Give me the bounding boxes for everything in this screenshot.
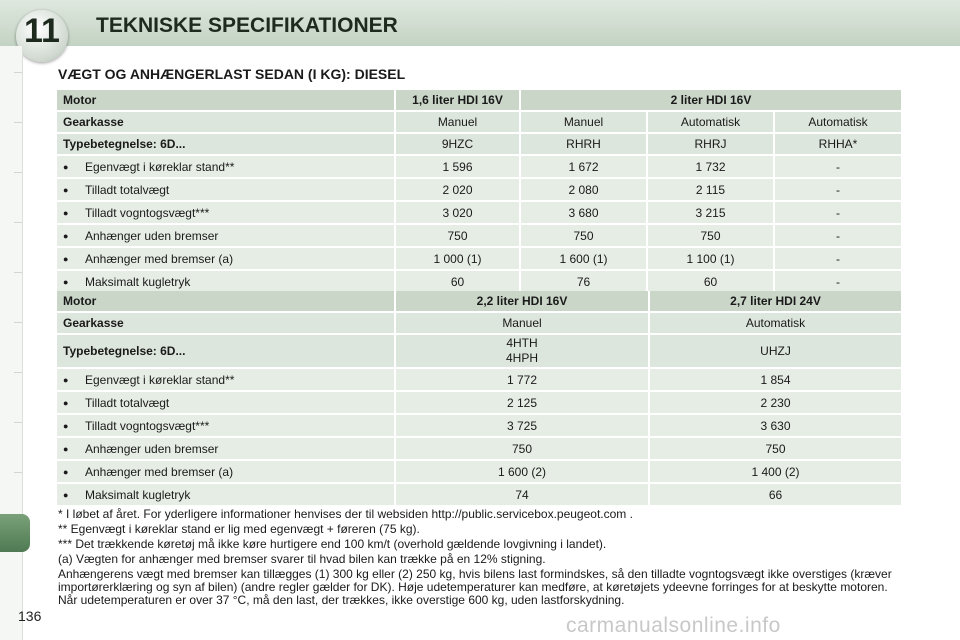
value-cell: 1 600 (2)	[396, 461, 650, 484]
value-cell: -	[775, 225, 903, 248]
type-cell: UHZJ	[650, 335, 903, 369]
rail-tick	[14, 122, 22, 123]
type-value: 4HTH	[506, 336, 538, 350]
rail-tick	[14, 322, 22, 323]
value-cell: 1 854	[650, 369, 903, 392]
footnotes	[58, 508, 906, 609]
engine-cell: 2,7 liter HDI 24V	[650, 291, 903, 313]
data-row	[57, 248, 903, 271]
value-cell: 750	[396, 225, 521, 248]
value-cell: 60	[396, 271, 521, 294]
gearbox-cell: Manuel	[396, 313, 650, 335]
engine-cell: 1,6 liter HDI 16V	[396, 90, 521, 112]
footnote: (a) Vægten for anhænger med bremser svarer til hvad bilen kan trække på en 12% stigning.	[58, 552, 546, 566]
motor-label: Motor	[57, 90, 396, 112]
row-label: ● Anhænger uden bremser	[57, 438, 396, 461]
value-cell: 750	[650, 438, 903, 461]
row-label: ● Anhænger med bremser (a)	[57, 248, 396, 271]
data-row	[57, 202, 903, 225]
data-row	[57, 179, 903, 202]
footnote: ** Egenvægt i køreklar stand er lig med egenvægt + føreren (75 kg).	[58, 522, 420, 536]
data-row	[57, 415, 903, 438]
row-label: ● Tilladt totalvægt	[57, 392, 396, 415]
row-label: ● Egenvægt i køreklar stand**	[57, 369, 396, 392]
gearbox-cell: Automatisk	[775, 112, 903, 134]
value-cell: 3 725	[396, 415, 650, 438]
value-cell: -	[775, 248, 903, 271]
type-cell: RHHA*	[775, 134, 903, 156]
rail-tick	[14, 472, 22, 473]
gearbox-cell: Automatisk	[650, 313, 903, 335]
row-label: ● Maksimalt kugletryk	[57, 271, 396, 294]
value-cell: 60	[648, 271, 775, 294]
type-label: Typebetegnelse: 6D...	[57, 134, 396, 156]
value-cell: 74	[396, 484, 650, 507]
row-label: ● Tilladt totalvægt	[57, 179, 396, 202]
gearkasse-row	[57, 313, 903, 335]
row-label: ● Maksimalt kugletryk	[57, 484, 396, 507]
engine-cell: 2 liter HDI 16V	[521, 90, 903, 112]
value-cell: -	[775, 156, 903, 179]
gearbox-cell: Automatisk	[648, 112, 775, 134]
gearkasse-row	[57, 112, 903, 134]
watermark: carmanualsonline.info	[566, 614, 781, 637]
rail-tick	[14, 72, 22, 73]
motor-row	[57, 291, 903, 313]
spec-table-2	[57, 291, 903, 507]
footnote: *** Det trækkende køretøj må ikke køre hurtigere end 100 km/t (overhold gældende lovgivning i landet).	[58, 537, 607, 551]
page-title: TEKNISKE SPECIFIKATIONER	[96, 14, 398, 37]
row-label: ● Egenvægt i køreklar stand**	[57, 156, 396, 179]
rail-tick	[14, 222, 22, 223]
type-value: 4HPH	[505, 351, 538, 365]
value-cell: -	[775, 271, 903, 294]
value-cell: 1 732	[648, 156, 775, 179]
value-cell: 66	[650, 484, 903, 507]
footnote: Anhængerens vægt med bremser kan tillægges (1) 300 kg eller (2) 250 kg, hvis bilens last formindskes, så den tilladte vogntogsvægt ikke overstiges (kræver importørerklæring og syn af bilen) (andre regler gælder for DK). Høje udetemperaturer kan medføre, at køretøjets ydeevne forringes for at beskytte motoren. Når udetemperaturen er over 37 °C, må den last, der trækkes, ikke overstige 600 kg, uden lastforskydning.	[58, 567, 892, 607]
value-cell: 3 020	[396, 202, 521, 225]
data-row	[57, 369, 903, 392]
row-label: ● Tilladt vogntogsvægt***	[57, 202, 396, 225]
type-cell-multi	[396, 335, 650, 369]
data-row	[57, 484, 903, 507]
value-cell: 2 115	[648, 179, 775, 202]
value-cell: 1 596	[396, 156, 521, 179]
data-row	[57, 225, 903, 248]
data-row	[57, 392, 903, 415]
value-cell: 3 215	[648, 202, 775, 225]
page-number: 136	[18, 608, 42, 624]
section-title: VÆGT OG ANHÆNGERLAST SEDAN (I KG): DIESEL	[58, 66, 406, 82]
value-cell: 1 400 (2)	[650, 461, 903, 484]
rail-tick	[14, 272, 22, 273]
value-cell: 3 680	[521, 202, 648, 225]
type-row	[57, 335, 903, 369]
data-row	[57, 438, 903, 461]
value-cell: 2 230	[650, 392, 903, 415]
spec-table-1	[57, 90, 903, 294]
gearkasse-label: Gearkasse	[57, 313, 396, 335]
value-cell: -	[775, 179, 903, 202]
value-cell: 1 772	[396, 369, 650, 392]
data-row	[57, 156, 903, 179]
value-cell: 1 100 (1)	[648, 248, 775, 271]
row-label: ● Anhænger med bremser (a)	[57, 461, 396, 484]
rail-tick	[14, 172, 22, 173]
footnote: * I løbet af året. For yderligere informationer henvises der til websiden http://public.servicebox.peugeot.com .	[58, 507, 633, 521]
value-cell: 750	[521, 225, 648, 248]
type-row	[57, 134, 903, 156]
gearbox-cell: Manuel	[396, 112, 521, 134]
value-cell: 3 630	[650, 415, 903, 438]
value-cell: 2 020	[396, 179, 521, 202]
type-cell: 9HZC	[396, 134, 521, 156]
chapter-side-tab[interactable]	[0, 514, 30, 552]
engine-cell: 2,2 liter HDI 16V	[396, 291, 650, 313]
value-cell: 750	[396, 438, 650, 461]
value-cell: 1 000 (1)	[396, 248, 521, 271]
data-row	[57, 461, 903, 484]
motor-label: Motor	[57, 291, 396, 313]
chapter-number: 11	[24, 12, 60, 50]
row-label: ● Anhænger uden bremser	[57, 225, 396, 248]
gearbox-cell: Manuel	[521, 112, 648, 134]
rail-tick	[14, 372, 22, 373]
motor-row	[57, 90, 903, 112]
value-cell: -	[775, 202, 903, 225]
value-cell: 750	[648, 225, 775, 248]
value-cell: 76	[521, 271, 648, 294]
value-cell: 2 125	[396, 392, 650, 415]
gearkasse-label: Gearkasse	[57, 112, 396, 134]
value-cell: 1 600 (1)	[521, 248, 648, 271]
type-cell: RHRH	[521, 134, 648, 156]
rail-tick	[14, 422, 22, 423]
value-cell: 1 672	[521, 156, 648, 179]
value-cell: 2 080	[521, 179, 648, 202]
type-cell: RHRJ	[648, 134, 775, 156]
row-label: ● Tilladt vogntogsvægt***	[57, 415, 396, 438]
type-label: Typebetegnelse: 6D...	[57, 335, 396, 369]
